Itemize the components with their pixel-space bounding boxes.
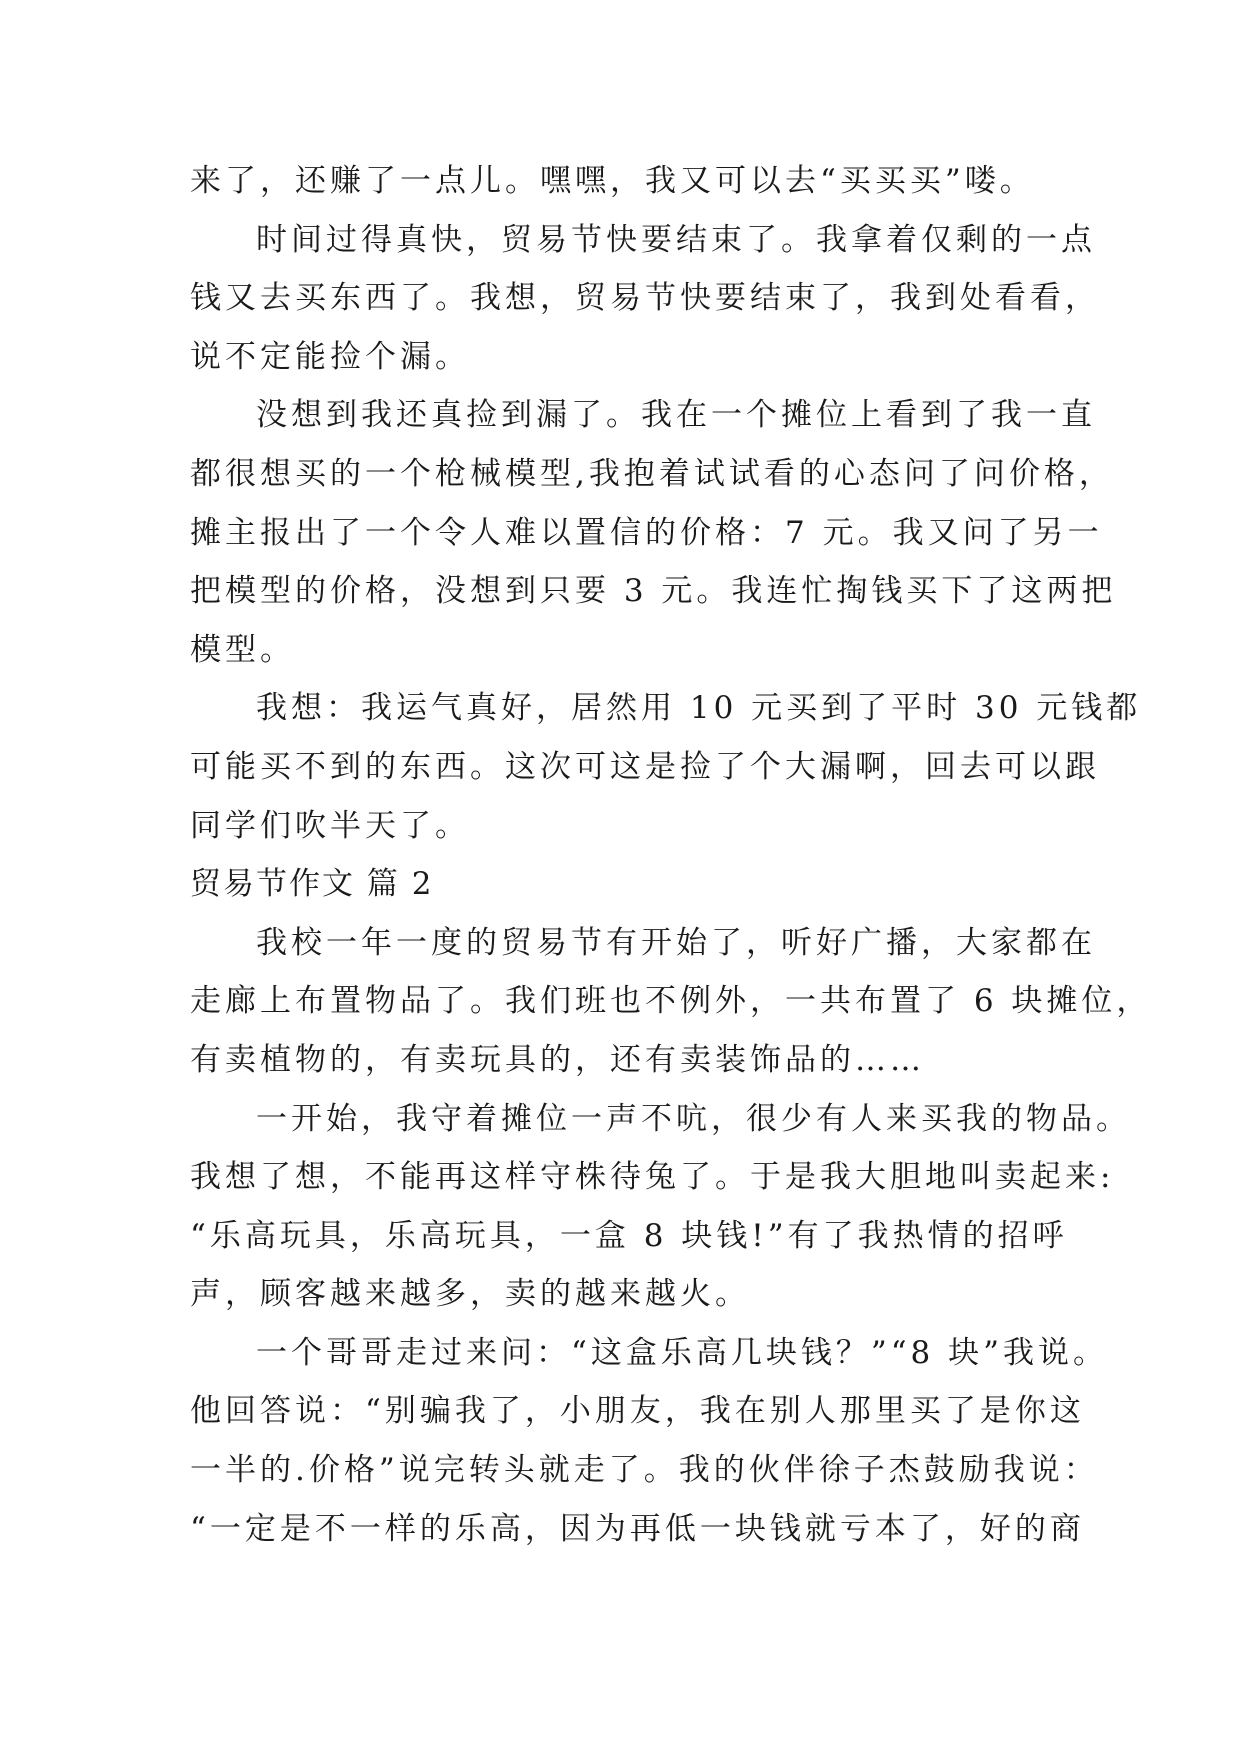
- text-line: 把模型的价格，没想到只要 3 元。我连忙掏钱买下了这两把: [190, 573, 1117, 610]
- text-line: 他回答说：“别骗我了，小朋友，我在别人那里买了是你这: [190, 1393, 1085, 1430]
- text-line: “乐高玩具，乐高玩具，一盒 8 块钱!”有了我热情的招呼: [190, 1217, 1068, 1254]
- text-line: 说不定能捡个漏。: [190, 338, 470, 375]
- text-line: 时间过得真快，贸易节快要结束了。我拿着仅剩的一点: [256, 221, 1096, 258]
- text-line: 可能买不到的东西。这次可这是捡了个大漏啊，回去可以跟: [190, 748, 1100, 785]
- text-line: “一定是不一样的乐高，因为再低一块钱就亏本了，好的商: [190, 1510, 1085, 1547]
- text-line: 都很想买的一个枪械模型,我抱着试试看的心态问了问价格，: [190, 455, 1114, 492]
- text-line: 摊主报出了一个令人难以置信的价格：7 元。我又问了另一: [190, 514, 1103, 551]
- text-line: 走廊上布置物品了。我们班也不例外，一共布置了 6 块摊位，: [190, 983, 1152, 1020]
- text-line: 声，顾客越来越多，卖的越来越火。: [190, 1276, 750, 1313]
- text-line: 模型。: [190, 631, 295, 668]
- section-heading: 贸易节作文 篇 2: [190, 866, 434, 903]
- text-line: 钱又去买东西了。我想，贸易节快要结束了，我到处看看，: [190, 280, 1100, 317]
- text-line: 同学们吹半天了。: [190, 807, 470, 844]
- text-line: 我想了想，不能再这样守株待兔了。于是我大胆地叫卖起来:: [190, 1159, 1115, 1196]
- text-line: 来了，还赚了一点儿。嘿嘿，我又可以去“买买买”喽。: [190, 163, 1035, 199]
- text-line: 一开始，我守着摊位一声不吭，很少有人来买我的物品。: [256, 1100, 1131, 1137]
- text-line: 有卖植物的，有卖玩具的，还有卖装饰品的……: [190, 1041, 925, 1078]
- text-line: 一个哥哥走过来问：“这盒乐高几块钱？”“8 块”我说。: [256, 1334, 1108, 1371]
- text-line: 我想：我运气真好，居然用 10 元买到了平时 30 元钱都: [256, 690, 1142, 727]
- text-line: 一半的.价格”说完转头就走了。我的伙伴徐子杰鼓励我说：: [190, 1452, 1099, 1489]
- text-line: 没想到我还真捡到漏了。我在一个摊位上看到了我一直: [256, 397, 1096, 434]
- document-body: [190, 152, 1152, 1558]
- text-line: 我校一年一度的贸易节有开始了，听好广播，大家都在: [256, 924, 1096, 961]
